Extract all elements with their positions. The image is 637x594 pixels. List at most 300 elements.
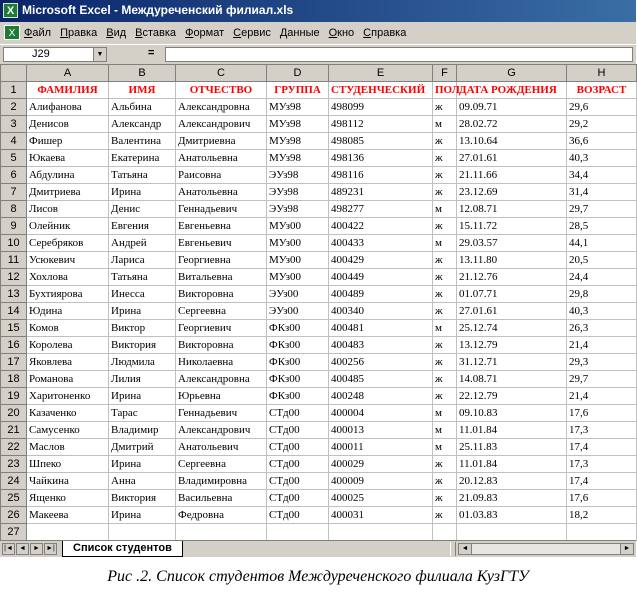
cell[interactable]: Екатерина (109, 150, 176, 167)
cell[interactable]: Евгения (109, 218, 176, 235)
cell[interactable]: 21.11.66 (457, 167, 567, 184)
cell[interactable]: ж (433, 133, 457, 150)
row-header[interactable]: 16 (1, 337, 27, 354)
cell[interactable]: 400025 (329, 490, 433, 507)
cell[interactable]: СТд00 (267, 456, 329, 473)
cell[interactable]: 400248 (329, 388, 433, 405)
cell[interactable]: 28.02.72 (457, 116, 567, 133)
cell[interactable]: Алифанова (27, 99, 109, 116)
cell[interactable] (267, 524, 329, 541)
cell[interactable]: Денисов (27, 116, 109, 133)
cell[interactable]: 14.08.71 (457, 371, 567, 388)
table-row (1, 218, 637, 235)
cell[interactable] (27, 524, 109, 541)
cell[interactable]: 15.11.72 (457, 218, 567, 235)
cell[interactable]: м (433, 405, 457, 422)
row-header[interactable]: 2 (1, 99, 27, 116)
cell[interactable]: Маслов (27, 439, 109, 456)
cell[interactable]: Евгеньевна (176, 218, 267, 235)
cell[interactable]: 09.09.71 (457, 99, 567, 116)
cell[interactable] (433, 524, 457, 541)
cell[interactable]: 25.11.83 (457, 439, 567, 456)
cell[interactable]: СТд00 (267, 422, 329, 439)
menu-item-6[interactable]: Сервис (233, 27, 271, 39)
cell[interactable]: 11.01.84 (457, 456, 567, 473)
field-header-cell[interactable]: ВОЗРАСТ (567, 82, 637, 99)
cell[interactable]: ЭУз00 (267, 303, 329, 320)
cell[interactable]: 400481 (329, 320, 433, 337)
cell[interactable]: Комов (27, 320, 109, 337)
cell[interactable]: Лилия (109, 371, 176, 388)
cell[interactable] (109, 524, 176, 541)
menu-item-1[interactable]: Файл (24, 27, 52, 39)
table-row (1, 99, 637, 116)
cell[interactable]: Макеева (27, 507, 109, 524)
cell[interactable]: 11.01.84 (457, 422, 567, 439)
cell[interactable]: ж (433, 269, 457, 286)
cell[interactable]: 17,4 (567, 439, 637, 456)
cell[interactable]: 400004 (329, 405, 433, 422)
cell[interactable]: 29,8 (567, 286, 637, 303)
cell[interactable]: Татьяна (109, 269, 176, 286)
cell[interactable]: 27.01.61 (457, 150, 567, 167)
cell[interactable]: 400485 (329, 371, 433, 388)
cell[interactable]: ЭУз98 (267, 184, 329, 201)
cell[interactable]: 21.12.76 (457, 269, 567, 286)
excel-app-icon[interactable]: X (3, 3, 18, 18)
column-header[interactable]: F (433, 65, 457, 82)
cell[interactable]: Ирина (109, 456, 176, 473)
cell[interactable]: Юдина (27, 303, 109, 320)
cell[interactable]: Виктория (109, 337, 176, 354)
cell[interactable]: Федровна (176, 507, 267, 524)
cell[interactable]: Раисовна (176, 167, 267, 184)
table-row (1, 388, 637, 405)
cell[interactable]: Сергеевна (176, 456, 267, 473)
title-bar (0, 0, 636, 22)
cell[interactable]: ж (433, 473, 457, 490)
table-row (1, 303, 637, 320)
cell[interactable]: ФКз00 (267, 388, 329, 405)
cell[interactable]: 400011 (329, 439, 433, 456)
cell[interactable]: Ирина (109, 303, 176, 320)
cell[interactable]: Анатольевна (176, 150, 267, 167)
cell[interactable] (567, 524, 637, 541)
cell[interactable]: 498099 (329, 99, 433, 116)
cell[interactable]: Денис (109, 201, 176, 218)
row-header[interactable]: 13 (1, 286, 27, 303)
column-header[interactable]: B (109, 65, 176, 82)
cell[interactable]: 25.12.74 (457, 320, 567, 337)
cell[interactable]: 400449 (329, 269, 433, 286)
cell[interactable]: СТд00 (267, 507, 329, 524)
cell[interactable]: Абдулина (27, 167, 109, 184)
cell[interactable]: 400483 (329, 337, 433, 354)
cell[interactable]: Лариса (109, 252, 176, 269)
table-row (1, 354, 637, 371)
field-header-cell[interactable]: ОТЧЕСТВО (176, 82, 267, 99)
cell[interactable]: Альбина (109, 99, 176, 116)
cell[interactable]: Андрей (109, 235, 176, 252)
cell[interactable]: Александровна (176, 99, 267, 116)
cell[interactable]: ж (433, 371, 457, 388)
cell[interactable]: Яковлева (27, 354, 109, 371)
cell[interactable]: 36,6 (567, 133, 637, 150)
row-header[interactable]: 6 (1, 167, 27, 184)
cell[interactable]: Тарас (109, 405, 176, 422)
workbook-icon[interactable]: X (4, 25, 20, 40)
cell[interactable]: 498116 (329, 167, 433, 184)
row-header[interactable]: 24 (1, 473, 27, 490)
table-row (1, 150, 637, 167)
table-row (1, 456, 637, 473)
cell[interactable]: 40,3 (567, 303, 637, 320)
cell[interactable]: СТд00 (267, 439, 329, 456)
cell[interactable]: 498112 (329, 116, 433, 133)
cell[interactable]: м (433, 201, 457, 218)
field-header-cell[interactable]: ПОЛ (433, 82, 457, 99)
row-header[interactable]: 20 (1, 405, 27, 422)
worksheet-table (0, 64, 637, 541)
cell[interactable]: 28,5 (567, 218, 637, 235)
cell[interactable]: ж (433, 303, 457, 320)
column-header[interactable]: H (567, 65, 637, 82)
cell[interactable]: ЭУз00 (267, 286, 329, 303)
row-header[interactable]: 23 (1, 456, 27, 473)
cell[interactable]: Александрович (176, 116, 267, 133)
cell[interactable]: 489231 (329, 184, 433, 201)
cell[interactable]: 400009 (329, 473, 433, 490)
table-row (1, 371, 637, 388)
row-header[interactable]: 5 (1, 150, 27, 167)
cell[interactable]: ж (433, 507, 457, 524)
cell[interactable]: 498085 (329, 133, 433, 150)
cell[interactable]: МУз00 (267, 269, 329, 286)
cell[interactable]: ж (433, 490, 457, 507)
column-header[interactable]: D (267, 65, 329, 82)
column-header[interactable]: G (457, 65, 567, 82)
cell[interactable]: ж (433, 286, 457, 303)
cell[interactable]: Александрович (176, 422, 267, 439)
cell[interactable]: 17,6 (567, 405, 637, 422)
scroll-right-icon[interactable]: ► (620, 544, 633, 554)
cell[interactable]: 01.03.83 (457, 507, 567, 524)
next-sheet-icon[interactable]: ► (30, 543, 43, 555)
menu-bar (0, 22, 636, 44)
field-header-cell[interactable]: ИМЯ (109, 82, 176, 99)
cell[interactable]: 34,4 (567, 167, 637, 184)
row-header[interactable]: 1 (1, 82, 27, 99)
cell[interactable]: Анна (109, 473, 176, 490)
cell[interactable]: Николаевна (176, 354, 267, 371)
cell[interactable]: 20,5 (567, 252, 637, 269)
cell[interactable]: Викторовна (176, 337, 267, 354)
cell[interactable]: Анатольевич (176, 439, 267, 456)
cell[interactable]: Усюкевич (27, 252, 109, 269)
formula-equals-sign[interactable]: = (148, 47, 155, 59)
cell[interactable]: Татьяна (109, 167, 176, 184)
cell[interactable]: 20.12.83 (457, 473, 567, 490)
table-row (1, 524, 637, 541)
cell[interactable]: Шпеко (27, 456, 109, 473)
cell[interactable]: 400256 (329, 354, 433, 371)
row-header[interactable]: 19 (1, 388, 27, 405)
cell[interactable]: 21,4 (567, 388, 637, 405)
cell[interactable]: Харитоненко (27, 388, 109, 405)
cell[interactable]: МУз98 (267, 99, 329, 116)
tab-spisok-studentov[interactable]: Список студентов (62, 541, 183, 557)
menu-item-7[interactable]: Данные (279, 27, 320, 39)
cell[interactable]: 26,3 (567, 320, 637, 337)
cell[interactable]: Ирина (109, 388, 176, 405)
table-row (1, 184, 637, 201)
cell[interactable]: Бухтиярова (27, 286, 109, 303)
row-header[interactable]: 26 (1, 507, 27, 524)
row-header[interactable]: 7 (1, 184, 27, 201)
cell[interactable]: Олейник (27, 218, 109, 235)
cell[interactable]: ФКз00 (267, 354, 329, 371)
cell[interactable]: Александр (109, 116, 176, 133)
menu-item-9[interactable]: Справка (363, 27, 407, 39)
cell[interactable]: м (433, 116, 457, 133)
cell[interactable]: Викторовна (176, 286, 267, 303)
last-sheet-icon[interactable]: ►| (44, 543, 57, 555)
cell[interactable] (329, 524, 433, 541)
cell[interactable]: 13.10.64 (457, 133, 567, 150)
cell[interactable]: Ирина (109, 507, 176, 524)
select-all-corner[interactable] (1, 65, 27, 82)
cell[interactable]: МУз98 (267, 116, 329, 133)
cell[interactable]: Чайкина (27, 473, 109, 490)
cell[interactable]: Романова (27, 371, 109, 388)
cell[interactable]: СТд00 (267, 473, 329, 490)
cell[interactable]: ЭУз98 (267, 167, 329, 184)
table-row (1, 252, 637, 269)
cell[interactable]: 400489 (329, 286, 433, 303)
table-row (1, 116, 637, 133)
cell[interactable]: Королева (27, 337, 109, 354)
row-header[interactable]: 17 (1, 354, 27, 371)
field-header-cell[interactable]: ФАМИЛИЯ (27, 82, 109, 99)
cell[interactable]: ФКз00 (267, 337, 329, 354)
row-header[interactable]: 18 (1, 371, 27, 388)
cell[interactable]: ж (433, 388, 457, 405)
row-header[interactable]: 27 (1, 524, 27, 541)
figure-caption: Рис .2. Список студентов Междуреченского филиала КузГТУ (107, 568, 529, 585)
field-header-cell[interactable]: ГРУППА (267, 82, 329, 99)
table-row (1, 286, 637, 303)
cell[interactable]: ФКз00 (267, 371, 329, 388)
cell[interactable]: м (433, 439, 457, 456)
cell[interactable]: 498277 (329, 201, 433, 218)
cell[interactable]: 400013 (329, 422, 433, 439)
cell[interactable]: 22.12.79 (457, 388, 567, 405)
row-header[interactable]: 4 (1, 133, 27, 150)
cell[interactable]: СТд00 (267, 490, 329, 507)
cell[interactable]: 31.12.71 (457, 354, 567, 371)
cell[interactable]: ЭУз98 (267, 201, 329, 218)
cell[interactable]: Сергеевна (176, 303, 267, 320)
table-row (1, 337, 637, 354)
cell[interactable]: 29.03.57 (457, 235, 567, 252)
table-row (1, 269, 637, 286)
cell[interactable]: Дмитрий (109, 439, 176, 456)
row-header[interactable]: 22 (1, 439, 27, 456)
row-header[interactable]: 25 (1, 490, 27, 507)
prev-sheet-icon[interactable]: ◄ (16, 543, 29, 555)
cell[interactable]: Васильевна (176, 490, 267, 507)
cell[interactable]: 29,2 (567, 116, 637, 133)
cell[interactable]: Дмитриевна (176, 133, 267, 150)
row-header[interactable]: 3 (1, 116, 27, 133)
cell[interactable]: Евгеньевич (176, 235, 267, 252)
menu-item-2[interactable]: Правка (60, 27, 98, 39)
cell[interactable]: 400422 (329, 218, 433, 235)
cell[interactable]: 17,3 (567, 456, 637, 473)
cell[interactable]: м (433, 422, 457, 439)
row-header[interactable]: 8 (1, 201, 27, 218)
column-header[interactable]: E (329, 65, 433, 82)
cell[interactable]: 12.08.71 (457, 201, 567, 218)
cell[interactable]: МУз00 (267, 235, 329, 252)
menu-item-8[interactable]: Окно (328, 27, 355, 39)
cell[interactable]: 21.09.83 (457, 490, 567, 507)
cell[interactable]: МУз00 (267, 218, 329, 235)
cell[interactable]: Инесса (109, 286, 176, 303)
cell[interactable]: 400429 (329, 252, 433, 269)
table-row (1, 201, 637, 218)
cell[interactable]: 13.12.79 (457, 337, 567, 354)
cell[interactable]: 400340 (329, 303, 433, 320)
cell[interactable]: Дмитриева (27, 184, 109, 201)
row-header[interactable]: 21 (1, 422, 27, 439)
cell[interactable]: Юрьевна (176, 388, 267, 405)
cell[interactable]: 40,3 (567, 150, 637, 167)
cell[interactable]: 18,2 (567, 507, 637, 524)
cell[interactable]: ж (433, 99, 457, 116)
cell[interactable]: 31,4 (567, 184, 637, 201)
cell[interactable]: Самусенко (27, 422, 109, 439)
cell[interactable]: Геннадьевич (176, 405, 267, 422)
scroll-left-icon[interactable]: ◄ (459, 544, 472, 554)
menu-item-3[interactable]: Вид (106, 27, 127, 39)
cell[interactable]: Владимир (109, 422, 176, 439)
cell[interactable]: 17,6 (567, 490, 637, 507)
cell[interactable]: ж (433, 184, 457, 201)
cell[interactable]: 400029 (329, 456, 433, 473)
horizontal-scrollbar[interactable] (458, 543, 634, 555)
row-header[interactable]: 11 (1, 252, 27, 269)
cell[interactable]: Валентина (109, 133, 176, 150)
cell[interactable]: Виктория (109, 490, 176, 507)
cell[interactable] (176, 524, 267, 541)
table-row (1, 235, 637, 252)
cell[interactable]: Лисов (27, 201, 109, 218)
cell[interactable]: Хохлова (27, 269, 109, 286)
cell[interactable]: МУз98 (267, 150, 329, 167)
cell[interactable]: Витальевна (176, 269, 267, 286)
cell[interactable]: Юкаева (27, 150, 109, 167)
cell[interactable]: Виктор (109, 320, 176, 337)
cell[interactable]: 13.11.80 (457, 252, 567, 269)
cell[interactable]: ж (433, 456, 457, 473)
cell[interactable]: ФКз00 (267, 320, 329, 337)
cell[interactable]: 29,3 (567, 354, 637, 371)
field-header-cell[interactable]: СТУДЕНЧЕСКИЙ (329, 82, 433, 99)
cell[interactable]: Серебряков (27, 235, 109, 252)
row-header[interactable]: 10 (1, 235, 27, 252)
first-sheet-icon[interactable]: |◄ (2, 543, 15, 555)
cell[interactable]: 400031 (329, 507, 433, 524)
row-header[interactable]: 15 (1, 320, 27, 337)
cell[interactable]: ж (433, 354, 457, 371)
cell[interactable]: ж (433, 167, 457, 184)
cell[interactable]: Фишер (27, 133, 109, 150)
cell[interactable]: СТд00 (267, 405, 329, 422)
cell[interactable]: ж (433, 252, 457, 269)
name-box-dropdown-icon[interactable]: ▼ (93, 47, 107, 62)
cell[interactable]: Анатольевна (176, 184, 267, 201)
cell[interactable]: 29,7 (567, 201, 637, 218)
cell[interactable]: Георгиевна (176, 252, 267, 269)
cell[interactable]: м (433, 320, 457, 337)
cell[interactable]: Владимировна (176, 473, 267, 490)
cell[interactable]: ж (433, 218, 457, 235)
cell[interactable]: Геннадьевич (176, 201, 267, 218)
cell[interactable]: Казаченко (27, 405, 109, 422)
sheet-tab-bar (0, 540, 636, 557)
cell[interactable]: 09.10.83 (457, 405, 567, 422)
cell[interactable]: ж (433, 150, 457, 167)
table-row (1, 167, 637, 184)
cell[interactable]: ж (433, 337, 457, 354)
cell[interactable]: МУз00 (267, 252, 329, 269)
column-header[interactable]: A (27, 65, 109, 82)
cell[interactable]: 498136 (329, 150, 433, 167)
cell[interactable]: МУз98 (267, 133, 329, 150)
cell[interactable]: м (433, 235, 457, 252)
cell[interactable]: 17,3 (567, 422, 637, 439)
menu-item-4[interactable]: Вставка (135, 27, 177, 39)
cell[interactable]: 29,7 (567, 371, 637, 388)
cell[interactable]: Людмила (109, 354, 176, 371)
cell[interactable]: Александровна (176, 371, 267, 388)
formula-input[interactable] (165, 47, 633, 62)
cell[interactable]: 21,4 (567, 337, 637, 354)
row-header[interactable]: 12 (1, 269, 27, 286)
cell[interactable]: Ященко (27, 490, 109, 507)
cell[interactable]: 44,1 (567, 235, 637, 252)
cell[interactable]: 24,4 (567, 269, 637, 286)
cell[interactable]: 27.01.61 (457, 303, 567, 320)
menu-item-5[interactable]: Формат (185, 27, 225, 39)
cell[interactable]: Ирина (109, 184, 176, 201)
cell[interactable]: 400433 (329, 235, 433, 252)
cell[interactable]: 23.12.69 (457, 184, 567, 201)
column-header[interactable]: C (176, 65, 267, 82)
row-header[interactable]: 9 (1, 218, 27, 235)
tab-split-handle[interactable] (450, 542, 456, 556)
cell[interactable] (457, 524, 567, 541)
row-header[interactable]: 14 (1, 303, 27, 320)
field-header-cell[interactable]: ДАТА РОЖДЕНИЯ (457, 82, 567, 99)
cell[interactable]: Георгиевич (176, 320, 267, 337)
cell[interactable]: 29,6 (567, 99, 637, 116)
cell[interactable]: 01.07.71 (457, 286, 567, 303)
name-box[interactable]: J29 (3, 47, 103, 62)
cell[interactable]: 17,4 (567, 473, 637, 490)
table-row (1, 507, 637, 524)
